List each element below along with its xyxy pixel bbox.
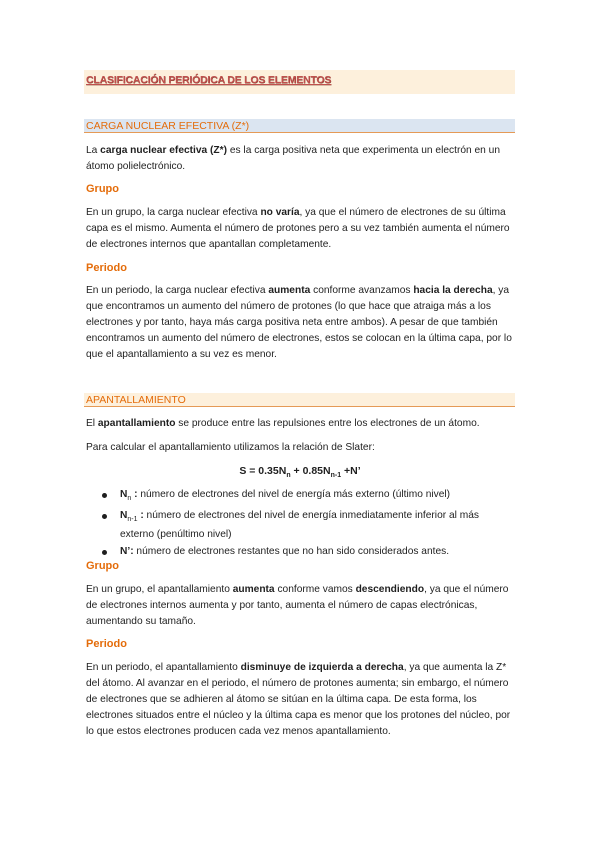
text-run: En un grupo, el apantallamiento [86, 584, 233, 595]
apantallamiento-periodo-paragraph [86, 660, 518, 740]
subheading-grupo-2: Grupo [86, 560, 119, 572]
formula-subscript: n [286, 472, 291, 480]
text-run: , ya que el número de electrones internos aumenta y por tanto, aumenta el número de capas electrónicas, aumentando su tamaño. [86, 584, 509, 627]
variable-separator: : [137, 510, 147, 522]
slater-paragraph: Para calcular el apantallamiento utilizamos la relación de Slater: [86, 442, 375, 453]
text-run: , ya que encontramos un aumento del número de protones (lo que hace que atraiga más a los electrones y por tanto, haya más carga positiva neta entre ambos). A pesar de que también encontramos un aumento del número de electrones, estos se colocan en la última capa, por lo que el apantallamiento a su vez es menor. [86, 285, 512, 360]
variable-symbol: N [120, 489, 128, 500]
text-run: En un periodo, el apantallamiento [86, 662, 241, 673]
text-run: se produce entre las repulsiones entre los electrones de un átomo. [175, 418, 480, 429]
text-run: En un periodo, la carga nuclear efectiva [86, 285, 269, 296]
variable-subscript: n [127, 495, 132, 503]
apantallamiento-grupo-paragraph [86, 582, 518, 630]
bold-term: descendiendo [355, 584, 425, 595]
variable-symbol: N’ [120, 546, 131, 558]
list-item [86, 544, 506, 559]
text-run: , ya que el número de electrones de su última capa es el mismo. Aumenta el número de protones pero a su vez también aumenta el número de electrones internos que apantallan completamente. [86, 207, 510, 250]
bold-term: hacia la derecha [413, 285, 493, 296]
bold-term: apantallamiento [97, 418, 176, 429]
variable-description: número de electrones del nivel de energía inmediatamente inferior al más externo (penúltimo nivel) [120, 510, 479, 541]
bullet-icon [102, 493, 107, 498]
variable-list [86, 487, 506, 561]
subheading-periodo-2: Periodo [86, 638, 127, 650]
apantallamiento-intro-paragraph [86, 416, 518, 432]
bullet-icon [102, 514, 107, 519]
bold-term: disminuye de izquierda a derecha [240, 662, 404, 673]
bold-term: aumenta [268, 285, 311, 296]
subheading-periodo-1: Periodo [86, 262, 127, 274]
page-title: CLASIFICACIÓN PERIÓDICA DE LOS ELEMENTOS [86, 74, 332, 86]
variable-separator: : [130, 546, 137, 558]
list-item [86, 508, 506, 542]
carga-intro-paragraph [86, 143, 518, 175]
text-run: , ya que aumenta la Z* del átomo. Al avanzar en el periodo, el número de protones aumenta; sin embargo, el número de electrones que se adhieren al átomo se sitúan en la última capa. De esta forma, los electrones situados entre el núcleo y la última capa es menor que los protones del núcleo, por lo que estos electrones producen cada vez menos apantallamiento. [86, 662, 511, 737]
slater-formula [0, 465, 600, 479]
text-run: El [86, 418, 98, 429]
section-heading-apantallamiento: APANTALLAMIENTO [84, 393, 515, 407]
text-run: es la carga positiva neta que experimenta un electrón en un átomo polielectrónico. [86, 145, 500, 172]
formula-subscript: n-1 [330, 472, 342, 480]
variable-symbol: N [120, 510, 128, 522]
variable-subscript: n-1 [127, 516, 138, 524]
carga-periodo-paragraph [86, 283, 518, 363]
formula-part: +N’ [341, 465, 361, 477]
text-run: En un grupo, la carga nuclear efectiva [86, 207, 261, 218]
bullet-icon [102, 550, 107, 555]
carga-grupo-paragraph [86, 205, 518, 253]
bold-term: carga nuclear efectiva (Z*) [100, 145, 228, 156]
variable-description: número de electrones restantes que no han sido considerados antes. [136, 546, 450, 558]
list-item [86, 487, 506, 506]
bold-term: aumenta [232, 584, 275, 595]
text-run: conforme avanzamos [310, 285, 414, 296]
variable-description: número de electrones del nivel de energía más externo (último nivel) [140, 489, 451, 500]
formula-part: S = 0.35N [239, 465, 287, 477]
variable-separator: : [131, 489, 141, 500]
formula-part: + 0.85N [290, 465, 331, 477]
text-run: conforme vamos [274, 584, 356, 595]
bold-term: no varía [260, 207, 300, 218]
text-run: La [86, 145, 101, 156]
section-heading-carga-nuclear: CARGA NUCLEAR EFECTIVA (Z*) [84, 119, 515, 133]
subheading-grupo-1: Grupo [86, 183, 119, 195]
